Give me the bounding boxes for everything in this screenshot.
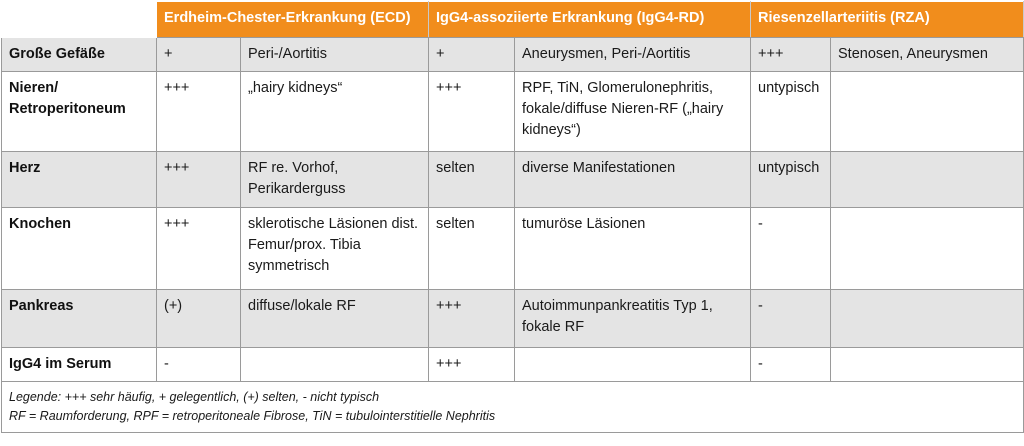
rza-desc: [831, 72, 1024, 152]
ecd-grade: (+): [157, 290, 241, 348]
row-label: IgG4 im Serum: [2, 348, 157, 382]
igg4-grade: +++: [429, 72, 515, 152]
rza-desc: Stenosen, Aneurysmen: [831, 38, 1024, 72]
header-rza: Riesenzellarteriitis (RZA): [751, 2, 1024, 38]
legend: [2, 382, 1024, 433]
row-label: Herz: [2, 152, 157, 208]
igg4-desc: tumuröse Läsionen: [515, 208, 751, 290]
table-row-pankreas: [2, 290, 1024, 348]
igg4-desc: Autoimmunpankreatitis Typ 1, fokale RF: [515, 290, 751, 348]
rza-desc: [831, 208, 1024, 290]
header-row: [2, 2, 1024, 38]
row-label: Pankreas: [2, 290, 157, 348]
ecd-desc: [241, 348, 429, 382]
igg4-grade: +: [429, 38, 515, 72]
rza-grade: -: [751, 348, 831, 382]
ecd-desc: Peri-/Aortitis: [241, 38, 429, 72]
ecd-desc: diffuse/lokale RF: [241, 290, 429, 348]
igg4-desc: RPF, TiN, Glomerulonephritis, fokale/diffuse Nieren-RF („hairy kidneys“): [515, 72, 751, 152]
legend-row: [2, 382, 1024, 433]
rza-grade: -: [751, 290, 831, 348]
rza-grade: -: [751, 208, 831, 290]
rza-grade: untypisch: [751, 152, 831, 208]
igg4-grade: selten: [429, 152, 515, 208]
ecd-desc: sklerotische Läsionen dist. Femur/prox. Tibia symmetrisch: [241, 208, 429, 290]
row-label: Große Gefäße: [2, 38, 157, 72]
table-row-knochen: [2, 208, 1024, 290]
header-igg4: IgG4-assoziierte Erkrankung (IgG4-RD): [429, 2, 751, 38]
ecd-grade: +++: [157, 152, 241, 208]
ecd-grade: -: [157, 348, 241, 382]
ecd-grade: +++: [157, 72, 241, 152]
table-row-igg4-serum: [2, 348, 1024, 382]
header-ecd: Erdheim-Chester-Erkrankung (ECD): [157, 2, 429, 38]
igg4-grade: +++: [429, 348, 515, 382]
rza-desc: [831, 348, 1024, 382]
table-row-grosse-gefaesse: [2, 38, 1024, 72]
header-corner: [2, 2, 157, 38]
rza-desc: [831, 152, 1024, 208]
ecd-grade: +++: [157, 208, 241, 290]
igg4-desc: [515, 348, 751, 382]
legend-line-abbreviations: RF = Raumforderung, RPF = retroperitoneale Fibrose, TiN = tubulointerstitielle Nephritis: [9, 409, 496, 423]
rza-desc: [831, 290, 1024, 348]
legend-line-grades: Legende: +++ sehr häufig, + gelegentlich, (+) selten, - nicht typisch: [9, 390, 380, 404]
table-row-herz: [2, 152, 1024, 208]
row-label: Nieren/ Retroperitoneum: [2, 72, 157, 152]
ecd-desc: RF re. Vorhof, Perikarderguss: [241, 152, 429, 208]
table-row-nieren: [2, 72, 1024, 152]
igg4-grade: selten: [429, 208, 515, 290]
ecd-desc: „hairy kidneys“: [241, 72, 429, 152]
rza-grade: untypisch: [751, 72, 831, 152]
row-label: Knochen: [2, 208, 157, 290]
rza-grade: +++: [751, 38, 831, 72]
ecd-grade: +: [157, 38, 241, 72]
comparison-table: [1, 1, 1024, 433]
igg4-desc: diverse Manifestationen: [515, 152, 751, 208]
igg4-desc: Aneurysmen, Peri-/Aortitis: [515, 38, 751, 72]
igg4-grade: +++: [429, 290, 515, 348]
